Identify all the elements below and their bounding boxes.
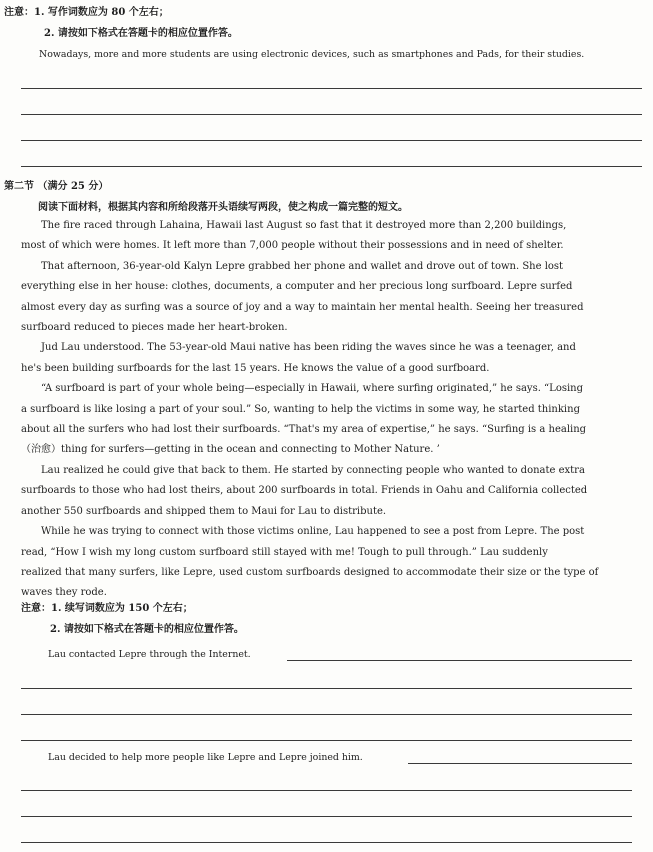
section-title: 第二节 （满分 25 分）: [4, 181, 109, 192]
passage-line: Jud Lau understood. The 53-year-old Maui native has been riding the waves since he was a teenager, and: [41, 342, 576, 354]
passage-line: “A surfboard is part of your whole being—especially in Hawaii, where surfing originated,” he says. “Losing: [41, 383, 584, 395]
passage-line: （治愈）thing for surfers—getting in the ocean and connecting to Mother Nature. ’: [21, 444, 440, 456]
continuation-note-1: 注意：1. 续写词数应为 150 个左右；: [21, 603, 193, 614]
answer-line: [21, 740, 632, 741]
answer-line: [21, 166, 642, 167]
passage-line: surfboards to those who had lost theirs, about 200 surfboards in total. Friends in Oahu and California collected: [21, 485, 588, 497]
passage-line: waves they rode.: [21, 587, 107, 599]
writing-note-2: 2. 请按如下格式在答题卡的相应位置作答。: [44, 28, 238, 39]
answer-line: [21, 114, 642, 115]
passage-line: read, “How I wish my long custom surfboard still stayed with me! Tough to pull through.” Lau suddenly: [21, 546, 548, 558]
reading-passage: [21, 216, 642, 604]
answer-line: [21, 688, 632, 689]
passage-line: almost every day as surfing was a source of joy and a way to maintain her mental health. Seeing her treasured: [21, 301, 584, 313]
section-instruction: 阅读下面材料，根据其内容和所给段落开头语续写两段，使之构成一篇完整的短文。: [38, 202, 408, 213]
paragraph-2-prompt: Lau decided to help more people like Lepre and Lepre joined him.: [48, 752, 363, 763]
passage-line: everything else in her house: clothes, documents, a computer and her precious long surfboard. Lepre surfed: [21, 281, 573, 293]
passage-line: That afternoon, 36-year-old Kalyn Lepre grabbed her phone and wallet and drove out of town. She lost: [41, 260, 564, 272]
answer-line: [21, 842, 632, 843]
answer-line: [21, 790, 632, 791]
writing-opening-sentence: Nowadays, more and more students are using electronic devices, such as smartphones and Pads, for their studies.: [39, 49, 585, 60]
continuation-note-2: 2. 请按如下格式在答题卡的相应位置作答。: [50, 624, 244, 635]
paragraph-1-prompt: Lau contacted Lepre through the Internet.: [48, 649, 251, 660]
passage-line: most of which were homes. It left more than 7,000 people without their possessions and in need of shelter.: [21, 240, 564, 252]
answer-line: [287, 660, 632, 661]
answer-line: [21, 816, 632, 817]
answer-line: [21, 714, 632, 715]
passage-line: realized that many surfers, like Lepre, used custom surfboards designed to accommodate their size or the type of: [21, 566, 599, 578]
passage-line: he's been building surfboards for the last 15 years. He knows the value of a good surfboard.: [21, 362, 490, 374]
answer-line: [21, 140, 642, 141]
passage-line: a surfboard is like losing a part of your soul.” So, wanting to help the victims in some way, he started thinking: [21, 403, 580, 415]
passage-line: The fire raced through Lahaina, Hawaii last August so fast that it destroyed more than 2,200 buildings,: [41, 220, 567, 231]
answer-line: [408, 763, 632, 764]
passage-line: about all the surfers who had lost their surfboards. “That's my area of expertise,” he says. “Surfing is a healing: [21, 424, 587, 436]
passage-line: another 550 surfboards and shipped them to Maui for Lau to distribute.: [21, 505, 387, 517]
passage-line: Lau realized he could give that back to them. He started by connecting people who wanted to donate extra: [41, 464, 585, 476]
answer-line: [21, 88, 642, 89]
writing-note-1: 注意：1. 写作词数应为 80 个左右；: [4, 7, 169, 18]
passage-line: surfboard reduced to pieces made her heart-broken.: [21, 322, 288, 334]
passage-line: While he was trying to connect with those victims online, Lau happened to see a post from Lepre. The post: [41, 526, 585, 538]
